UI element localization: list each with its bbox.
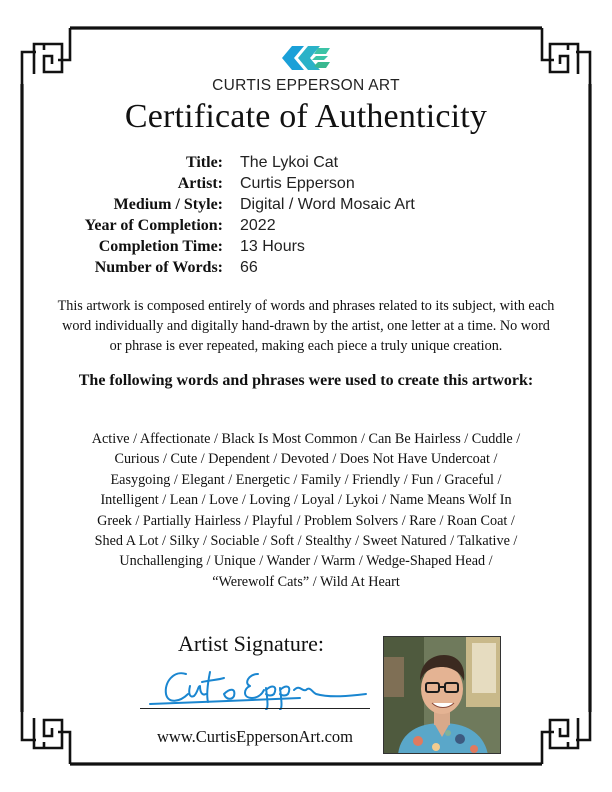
signature-label: Artist Signature: bbox=[178, 631, 325, 656]
website-link[interactable]: www.CurtisEppersonArt.com bbox=[157, 727, 353, 746]
artwork-description: This artwork is composed entirely of words and phrases related to its subject, with each word individually and digitally hand-drawn by the artist, one letter at a time. No word or phrase is ever repeated, making each piece a truly unique creation. bbox=[57, 298, 555, 354]
ce-monogram-logo-icon bbox=[278, 40, 334, 76]
artwork-details bbox=[40, 152, 572, 278]
detail-row-artist bbox=[40, 173, 572, 194]
detail-label: Title: bbox=[185, 153, 223, 171]
word-list: Active / Affectionate / Black Is Most Common / Can Be Hairless / Cuddle / Curious / Cute / Dependent / Devoted / Does Not Have Undercoat / Easygoing / Elegant / Energetic / Family / Friendly / Fun / Graceful / Intelligent / Lean / Love / Loving / Loyal / Lykoi / Name Means Wolf In Greek / Partially Hairless / Playful / Problem Solvers / Rare / Roan Coat / Shed A Lot / Silky / Sociable / Soft / Stealthy / Sweet Natured / Talkative / Unchallenging / Unique / Wander / Warm / Wedge-Shaped Head / “Werewolf Cats” / Wild At Heart bbox=[91, 431, 521, 590]
detail-row-title bbox=[40, 152, 572, 173]
certificate-title: Certificate of Authenticity bbox=[124, 98, 488, 135]
artist-signature bbox=[140, 664, 370, 710]
detail-value: The Lykoi Cat bbox=[240, 153, 339, 171]
detail-label: Artist: bbox=[177, 174, 223, 192]
detail-row-word-count bbox=[40, 257, 572, 278]
brand-name: CURTIS EPPERSON ART bbox=[212, 77, 400, 94]
detail-label: Number of Words: bbox=[94, 258, 223, 276]
detail-label: Year of Completion: bbox=[84, 216, 223, 234]
detail-label: Completion Time: bbox=[98, 237, 223, 255]
detail-row-medium bbox=[40, 194, 572, 215]
words-heading: The following words and phrases were used to create this artwork: bbox=[78, 372, 534, 389]
artist-portrait-photo bbox=[383, 636, 501, 754]
signature-line bbox=[140, 708, 370, 709]
detail-row-time bbox=[40, 236, 572, 257]
brand-logo bbox=[0, 40, 612, 95]
detail-label: Medium / Style: bbox=[113, 195, 223, 213]
detail-value: 13 Hours bbox=[240, 237, 305, 255]
detail-value: Digital / Word Mosaic Art bbox=[240, 195, 415, 213]
detail-value: Curtis Epperson bbox=[240, 174, 355, 192]
detail-row-year bbox=[40, 215, 572, 236]
detail-value: 66 bbox=[240, 258, 258, 276]
detail-value: 2022 bbox=[240, 216, 276, 234]
